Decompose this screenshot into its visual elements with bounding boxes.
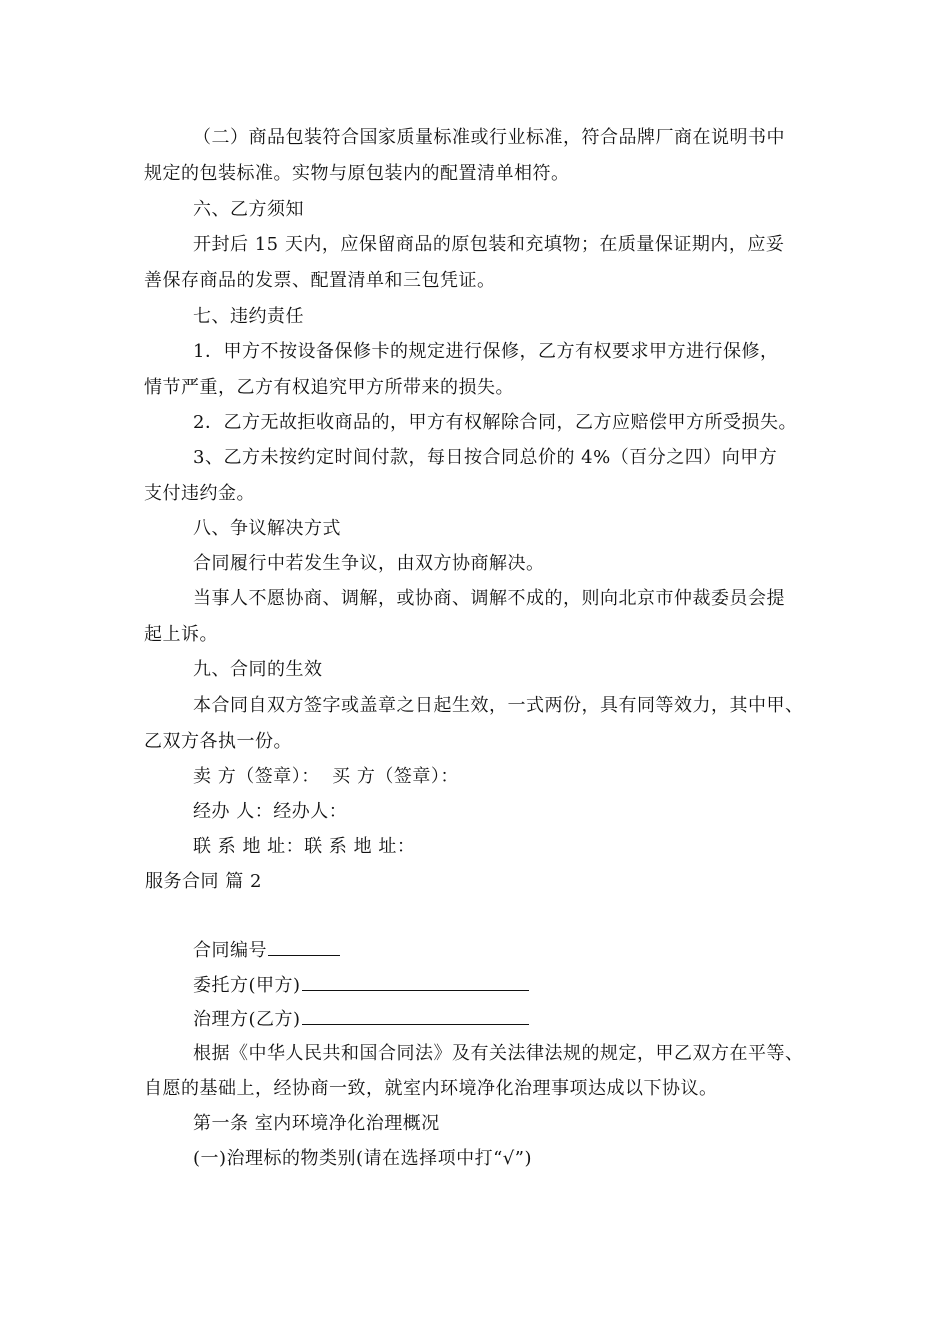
contractor-party-label: 治理方(乙方) [193,1009,301,1030]
contract-number-label: 合同编号 [193,940,267,961]
contractor-party-field [193,1007,529,1032]
signature-parties-line: 卖 方（签章）： 买 方（签章）： [193,766,459,787]
preamble-line2: 自愿的基础上，经协商一致，就室内环境净化治理事项达成以下协议。 [144,1078,718,1099]
dispute-paragraph-2-line2: 起上诉。 [144,624,218,645]
paragraph-packaging-line2: 规定的包装标准。实物与原包装内的配置清单相符。 [144,163,570,184]
article-1-subitem-1: (一)治理标的物类别(请在选择项中打“√”) [193,1148,532,1169]
clause-1-line2: 情节严重，乙方有权追究甲方所带来的损失。 [144,377,514,398]
contract-number-field [193,938,340,963]
clause-1-line1: 1．甲方不按设备保修卡的规定进行保修，乙方有权要求甲方进行保修， [193,341,779,362]
section-heading-8: 八、争议解决方式 [193,518,341,539]
paragraph-notice-line1: 开封后 15 天内，应保留商品的原包装和充填物；在质量保证期内，应妥 [193,234,785,255]
clause-3-line1: 3、乙方未按约定时间付款，每日按合同总价的 4%（百分之四）向甲方 [193,447,778,468]
document-2-title: 服务合同 篇 2 [145,871,262,892]
section-heading-6: 六、乙方须知 [193,199,304,220]
contract-number-blank [268,938,340,956]
clause-2: 2．乙方无故拒收商品的，甲方有权解除合同，乙方应赔偿甲方所受损失。 [193,412,797,433]
signature-agents-line: 经办 人：经办人： [193,801,348,822]
contractor-party-blank [302,1007,529,1025]
client-party-blank [302,973,529,991]
section-heading-7: 七、违约责任 [193,306,304,327]
paragraph-packaging-line1: （二）商品包装符合国家质量标准或行业标准，符合品牌厂商在说明书中 [193,127,785,148]
dispute-paragraph-2-line1: 当事人不愿协商、调解，或协商、调解不成的，则向北京市仲裁委员会提 [193,588,785,609]
dispute-paragraph-1: 合同履行中若发生争议，由双方协商解决。 [193,553,545,574]
section-heading-9: 九、合同的生效 [193,659,323,680]
client-party-label: 委托方(甲方) [193,975,301,996]
signature-address-line: 联 系 地 址：联 系 地 址： [193,836,416,857]
clause-3-line2: 支付违约金。 [144,483,255,504]
effect-paragraph-line1: 本合同自双方签字或盖章之日起生效，一式两份，具有同等效力，其中甲、 [193,695,804,716]
article-1-heading: 第一条 室内环境净化治理概况 [193,1113,440,1134]
effect-paragraph-line2: 乙双方各执一份。 [144,731,292,752]
paragraph-notice-line2: 善保存商品的发票、配置清单和三包凭证。 [144,270,496,291]
preamble-line1: 根据《中华人民共和国合同法》及有关法律法规的规定，甲乙双方在平等、 [193,1043,804,1064]
client-party-field [193,973,529,998]
